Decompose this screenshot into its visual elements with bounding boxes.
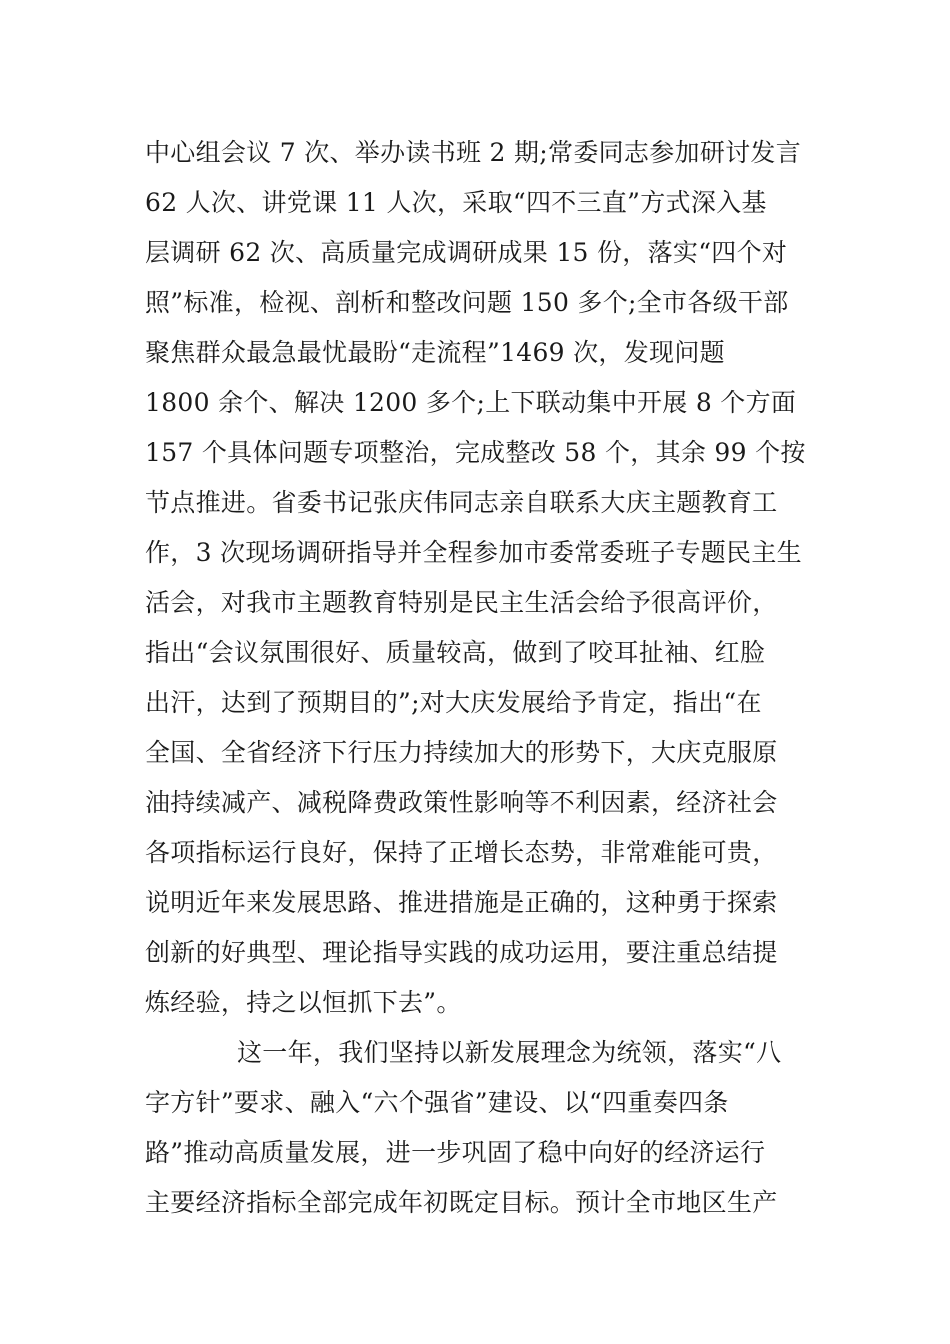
text-line: 说明近年来发展思路、推进措施是正确的，这种勇于探索 xyxy=(145,888,778,917)
text-line: 油持续减产、减税降费政策性影响等不利因素，经济社会 xyxy=(145,788,778,817)
text-line: 路”推动高质量发展，进一步巩固了稳中向好的经济运行 xyxy=(145,1138,766,1167)
text-line: 作，3 次现场调研指导并全程参加市委常委班子专题民主生 xyxy=(145,538,802,567)
text-line: 62 人次、讲党课 11 人次，采取“四不三直”方式深入基 xyxy=(145,188,767,217)
text-line: 全国、全省经济下行压力持续加大的形势下，大庆克服原 xyxy=(145,738,778,767)
text-line: 节点推进。省委书记张庆伟同志亲自联系大庆主题教育工 xyxy=(145,488,778,517)
text-line: 字方针”要求、融入“六个强省”建设、以“四重奏四条 xyxy=(145,1088,729,1117)
text-line: 1800 余个、解决 1200 多个;上下联动集中开展 8 个方面 xyxy=(145,388,797,417)
paragraph-2 xyxy=(145,1028,810,1228)
text-line: 这一年，我们坚持以新发展理念为统领，落实“八 xyxy=(237,1038,782,1067)
text-line: 157 个具体问题专项整治，完成整改 58 个，其余 99 个按 xyxy=(145,438,806,467)
body-text xyxy=(145,128,810,1228)
text-line: 中心组会议 7 次、举办读书班 2 期;常委同志参加研讨发言 xyxy=(145,138,802,167)
text-line: 各项指标运行良好，保持了正增长态势，非常难能可贵， xyxy=(145,838,778,867)
text-line: 聚焦群众最急最忧最盼“走流程”1469 次，发现问题 xyxy=(145,338,725,367)
text-line: 主要经济指标全部完成年初既定目标。预计全市地区生产 xyxy=(145,1188,778,1217)
text-line: 照”标准，检视、剖析和整改问题 150 多个;全市各级干部 xyxy=(145,288,789,317)
text-line: 创新的好典型、理论指导实践的成功运用，要注重总结提 xyxy=(145,938,778,967)
text-line: 层调研 62 次、高质量完成调研成果 15 份，落实“四个对 xyxy=(145,238,788,267)
text-line: 指出“会议氛围很好、质量较高，做到了咬耳扯袖、红脸 xyxy=(145,638,766,667)
text-line: 活会，对我市主题教育特别是民主生活会给予很高评价， xyxy=(145,588,778,617)
text-line: 炼经验，持之以恒抓下去”。 xyxy=(145,988,462,1017)
text-line: 出汗，达到了预期目的”;对大庆发展给予肯定，指出“在 xyxy=(145,688,762,717)
paragraph-1 xyxy=(145,128,810,1028)
